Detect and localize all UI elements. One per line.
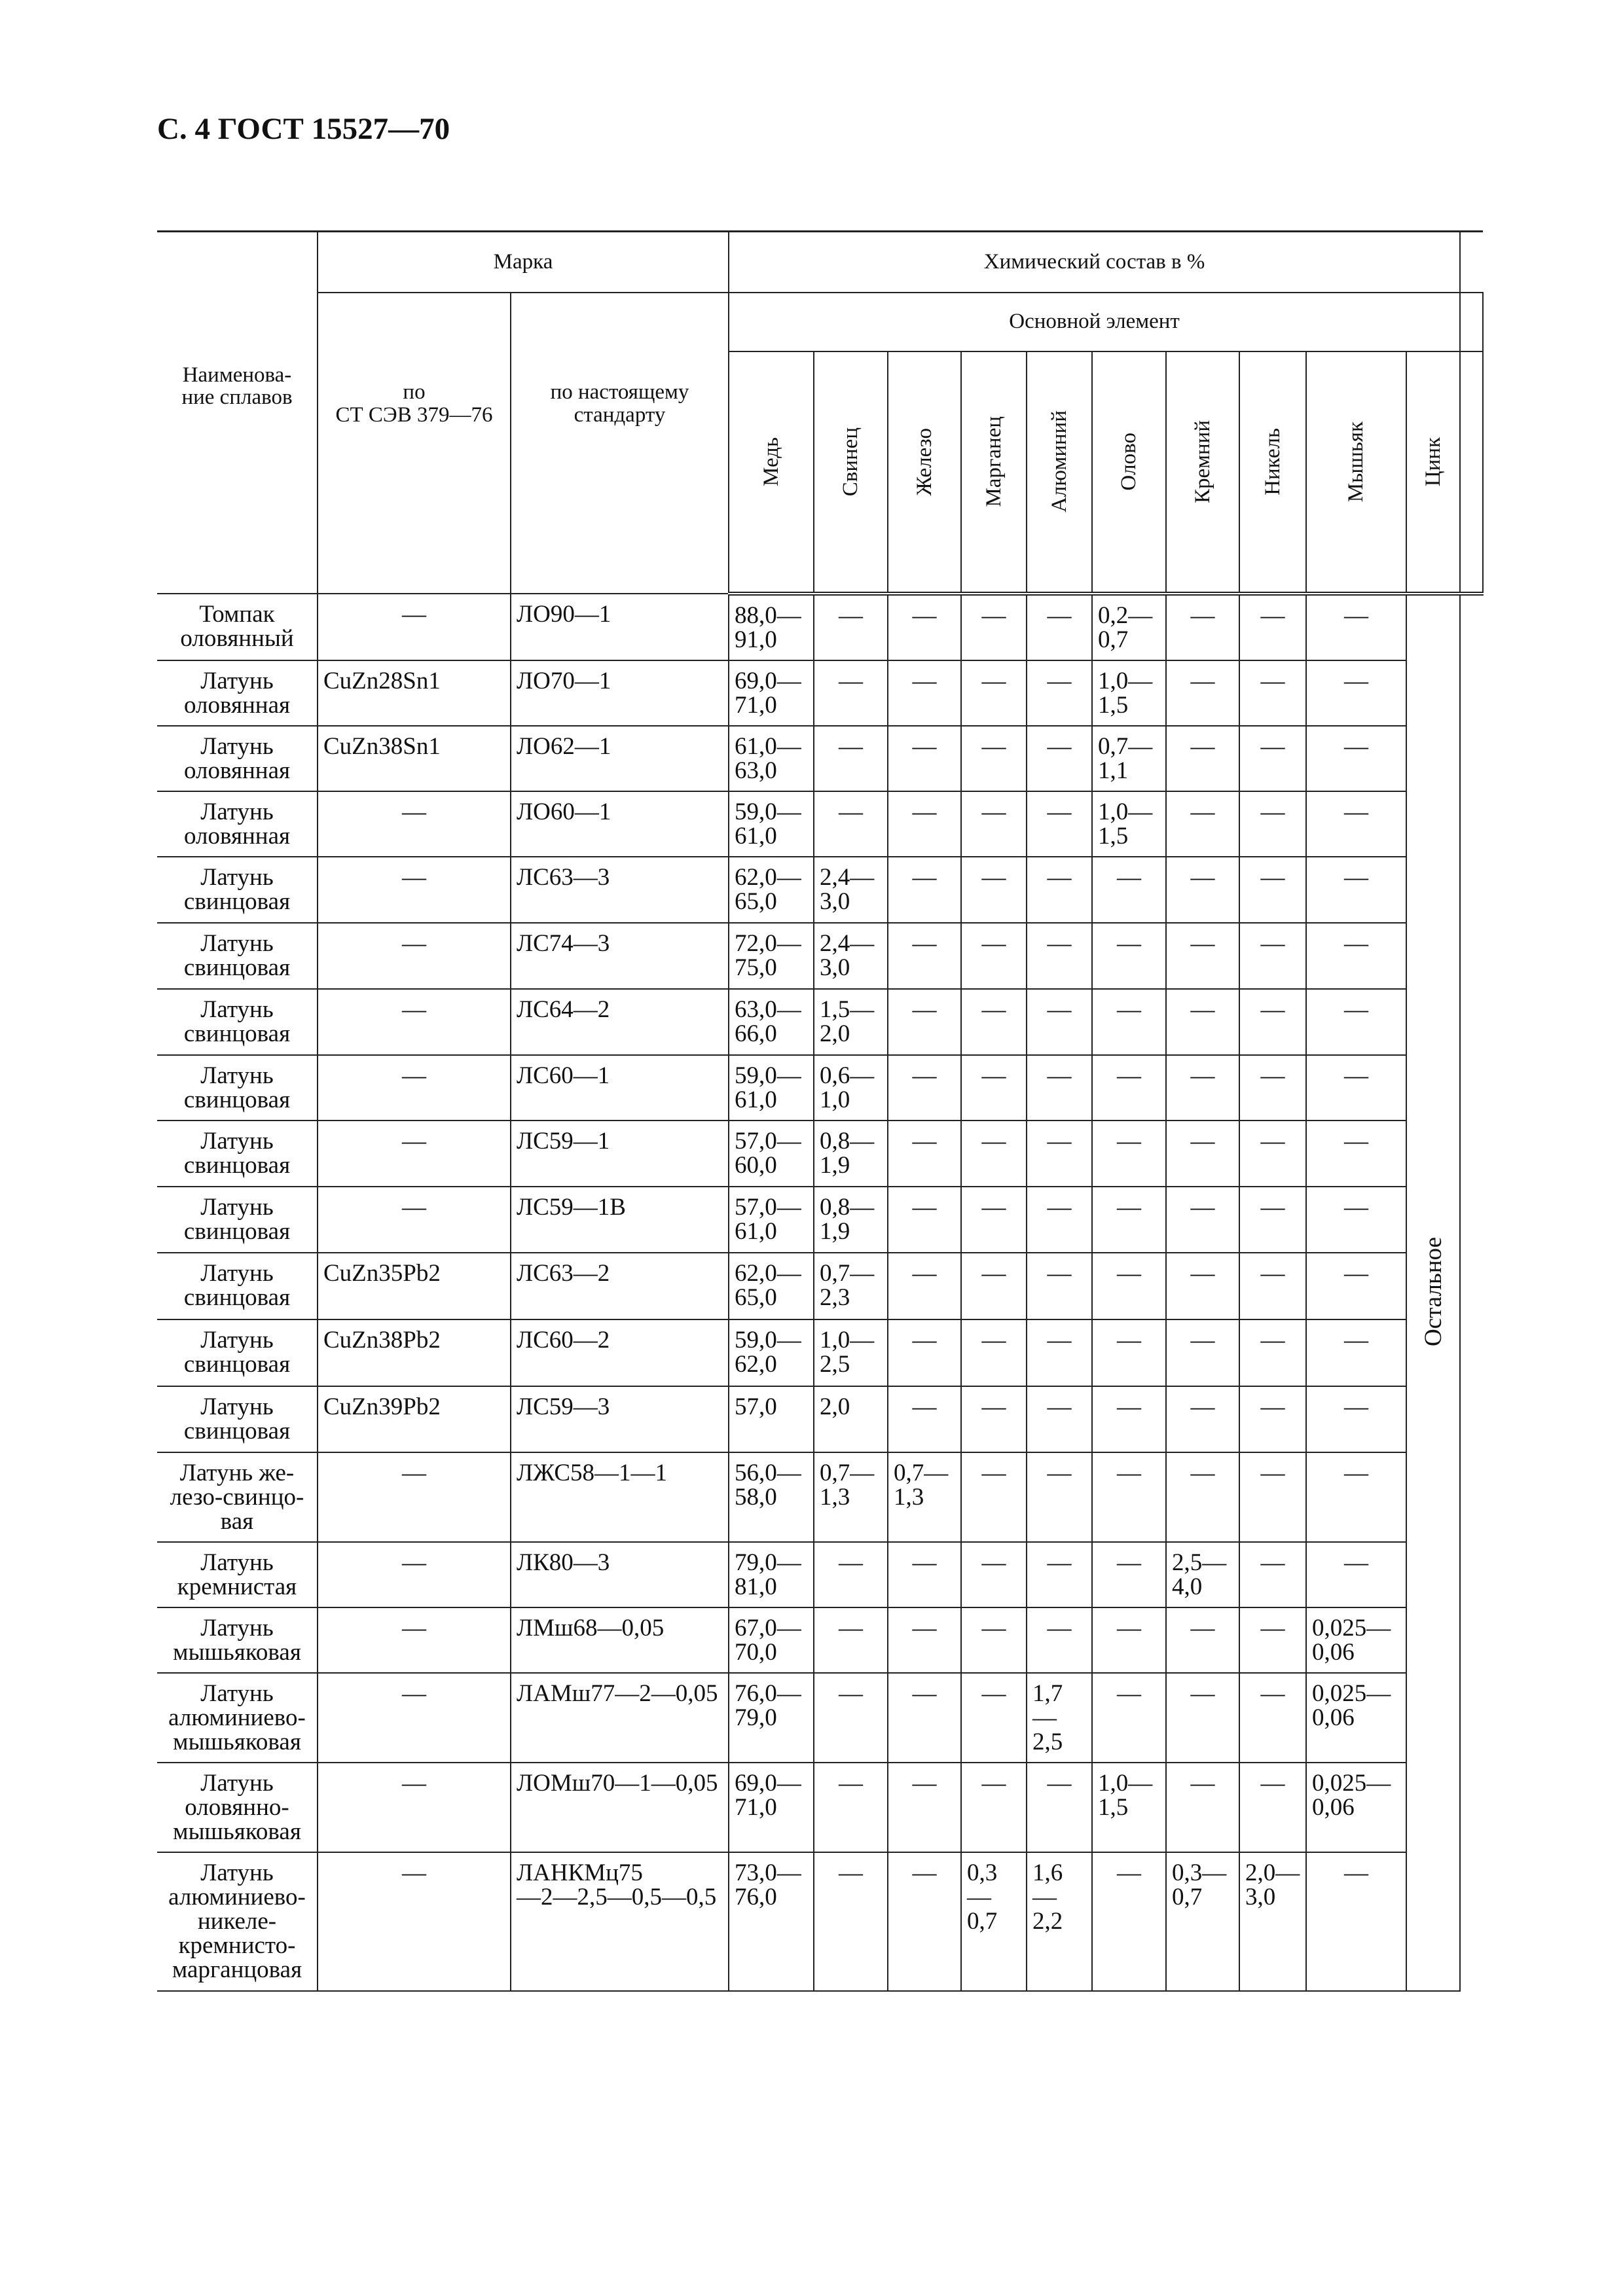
grade-cell: ЛО90—1 [511,594,729,660]
element-mn-cell: — [961,1452,1027,1542]
element-mn-cell: — [961,1542,1027,1607]
element-fe-cell: — [888,1763,961,1852]
element-sn-cell: — [1092,989,1166,1055]
element-mn-cell: — [961,1253,1027,1319]
grade-cell: ЛС59—3 [511,1386,729,1452]
element-fe-cell: — [888,726,961,791]
element-al-cell: — [1027,1763,1092,1852]
element-mn-cell: 0,3— 0,7 [961,1852,1027,1991]
element-sn-cell: — [1092,1121,1166,1187]
element-al-cell: — [1027,1319,1092,1386]
element-sn-cell: — [1092,1852,1166,1991]
right-margin-spacer [1460,594,1483,1991]
grade-cell: ЛО62—1 [511,726,729,791]
element-ni-cell: — [1239,857,1306,923]
element-pb-cell: — [814,726,888,791]
element-si-cell: — [1166,791,1239,857]
grade-cell: ЛС63—2 [511,1253,729,1319]
element-mn-cell: — [961,1121,1027,1187]
element-pb-cell: 0,7— 2,3 [814,1253,888,1319]
element-fe-cell: — [888,989,961,1055]
sev-mark-cell: CuZn28Sn1 [318,660,511,726]
element-pb-cell: 1,0— 2,5 [814,1319,888,1386]
element-as-cell: — [1306,857,1406,923]
element-ni-cell: — [1239,1319,1306,1386]
table-row [157,1673,1483,1763]
element-cu-cell: 59,0— 61,0 [729,791,814,857]
element-al-cell: — [1027,923,1092,989]
header-right-spacer-2 [1460,293,1483,351]
element-sn-cell: — [1092,1386,1166,1452]
element-fe-cell: — [888,1607,961,1673]
element-as-cell: — [1306,726,1406,791]
alloy-name-cell: Латунь свинцовая [157,1319,318,1386]
alloy-name-cell: Латунь свинцовая [157,923,318,989]
header-mark-std: по настоящему стандарту [511,293,729,594]
header-silicon: Кремний [1166,351,1239,594]
element-ni-cell: — [1239,726,1306,791]
element-mn-cell: — [961,1607,1027,1673]
header-aluminium: Алюминий [1027,351,1092,594]
table-row [157,1386,1483,1452]
sev-mark-cell: — [318,594,511,660]
element-as-cell: — [1306,1852,1406,1991]
header-nickel: Никель [1239,351,1306,594]
alloy-name-cell: Латунь оловянная [157,726,318,791]
element-fe-cell: 0,7— 1,3 [888,1452,961,1542]
element-cu-cell: 62,0— 65,0 [729,857,814,923]
element-mn-cell: — [961,857,1027,923]
element-al-cell: — [1027,660,1092,726]
header-iron: Железо [888,351,961,594]
element-sn-cell: — [1092,857,1166,923]
page-header: С. 4 ГОСТ 15527—70 [157,112,450,146]
element-si-cell: — [1166,1253,1239,1319]
header-arsenic: Мышьяк [1306,351,1406,594]
grade-cell: ЛЖС58—1—1 [511,1452,729,1542]
grade-cell: ЛМш68—0,05 [511,1607,729,1673]
alloy-name-cell: Латунь мышьяковая [157,1607,318,1673]
element-sn-cell: 1,0— 1,5 [1092,791,1166,857]
element-fe-cell: — [888,1319,961,1386]
header-alloy-name: Наименова- ние сплавов [157,232,318,594]
element-mn-cell: — [961,726,1027,791]
header-mark-sev: по СТ СЭВ 379—76 [318,293,511,594]
element-al-cell: — [1027,1187,1092,1253]
element-cu-cell: 59,0— 62,0 [729,1319,814,1386]
element-ni-cell: — [1239,1386,1306,1452]
element-al-cell: — [1027,1253,1092,1319]
element-fe-cell: — [888,1187,961,1253]
element-pb-cell: 0,6— 1,0 [814,1055,888,1121]
element-ni-cell: — [1239,1607,1306,1673]
element-pb-cell: — [814,1673,888,1763]
element-ni-cell: — [1239,1187,1306,1253]
element-as-cell: — [1306,1452,1406,1542]
element-pb-cell: 1,5— 2,0 [814,989,888,1055]
header-right-spacer [1460,232,1483,293]
element-ni-cell: — [1239,1673,1306,1763]
element-as-cell: — [1306,989,1406,1055]
element-as-cell: — [1306,791,1406,857]
alloy-name-cell: Латунь оловянная [157,791,318,857]
element-pb-cell: — [814,1763,888,1852]
grade-cell: ЛК80—3 [511,1542,729,1607]
zinc-remainder-cell [1406,594,1460,1991]
header-tin: Олово [1092,351,1166,594]
element-sn-cell: 1,0— 1,5 [1092,1763,1166,1852]
element-al-cell: 1,7— 2,5 [1027,1673,1092,1763]
sev-mark-cell: — [318,923,511,989]
element-si-cell: 2,5— 4,0 [1166,1542,1239,1607]
table-row [157,1852,1483,1991]
element-sn-cell: — [1092,1187,1166,1253]
element-cu-cell: 69,0— 71,0 [729,660,814,726]
table-row [157,857,1483,923]
grade-cell: ЛС60—1 [511,1055,729,1121]
element-cu-cell: 61,0— 63,0 [729,726,814,791]
element-mn-cell: — [961,1319,1027,1386]
element-sn-cell: — [1092,923,1166,989]
element-fe-cell: — [888,1852,961,1991]
element-mn-cell: — [961,594,1027,660]
sev-mark-cell: CuZn35Pb2 [318,1253,511,1319]
element-pb-cell: — [814,660,888,726]
element-si-cell: — [1166,1607,1239,1673]
element-pb-cell: 2,0 [814,1386,888,1452]
element-ni-cell: — [1239,1253,1306,1319]
element-mn-cell: — [961,989,1027,1055]
alloy-name-cell: Латунь оловянная [157,660,318,726]
grade-cell: ЛО70—1 [511,660,729,726]
element-mn-cell: — [961,660,1027,726]
element-ni-cell: — [1239,594,1306,660]
sev-mark-cell: — [318,1673,511,1763]
element-al-cell: — [1027,857,1092,923]
sev-mark-cell: — [318,1121,511,1187]
element-al-cell: — [1027,791,1092,857]
element-mn-cell: — [961,1055,1027,1121]
element-fe-cell: — [888,1542,961,1607]
table-row [157,1319,1483,1386]
sev-mark-cell: CuZn38Sn1 [318,726,511,791]
alloy-name-cell: Латунь оловянно- мышьяковая [157,1763,318,1852]
element-pb-cell: — [814,594,888,660]
element-sn-cell: — [1092,1542,1166,1607]
element-pb-cell: 0,8— 1,9 [814,1121,888,1187]
header-copper: Медь [729,351,814,594]
alloy-name-cell: Латунь кремнистая [157,1542,318,1607]
sev-mark-cell: — [318,1542,511,1607]
alloy-name-cell: Латунь свинцовая [157,989,318,1055]
table-row [157,594,1483,660]
element-si-cell: — [1166,1386,1239,1452]
element-cu-cell: 57,0 [729,1386,814,1452]
element-fe-cell: — [888,1386,961,1452]
sev-mark-cell: — [318,791,511,857]
element-sn-cell: 1,0— 1,5 [1092,660,1166,726]
element-pb-cell: — [814,1852,888,1991]
header-right-spacer-3 [1460,351,1483,594]
element-ni-cell: — [1239,791,1306,857]
element-ni-cell: — [1239,1763,1306,1852]
element-si-cell: 0,3— 0,7 [1166,1852,1239,1991]
element-si-cell: — [1166,857,1239,923]
element-si-cell: — [1166,1673,1239,1763]
element-fe-cell: — [888,1055,961,1121]
sev-mark-cell: — [318,989,511,1055]
table-row [157,989,1483,1055]
element-al-cell: — [1027,1607,1092,1673]
element-fe-cell: — [888,1673,961,1763]
element-cu-cell: 56,0— 58,0 [729,1452,814,1542]
element-fe-cell: — [888,857,961,923]
element-cu-cell: 57,0— 61,0 [729,1187,814,1253]
table-row [157,1452,1483,1542]
table-row [157,1253,1483,1319]
element-mn-cell: — [961,923,1027,989]
grade-cell: ЛС64—2 [511,989,729,1055]
composition-table [157,230,1484,1992]
element-cu-cell: 79,0— 81,0 [729,1542,814,1607]
element-si-cell: — [1166,1187,1239,1253]
element-mn-cell: — [961,1187,1027,1253]
alloy-name-cell: Латунь свинцовая [157,857,318,923]
sev-mark-cell: — [318,1852,511,1991]
element-fe-cell: — [888,923,961,989]
alloy-name-cell: Томпак оловянный [157,594,318,660]
element-fe-cell: — [888,1121,961,1187]
element-cu-cell: 59,0— 61,0 [729,1055,814,1121]
element-pb-cell: 2,4— 3,0 [814,857,888,923]
sev-mark-cell: — [318,1452,511,1542]
element-cu-cell: 76,0— 79,0 [729,1673,814,1763]
element-cu-cell: 63,0— 66,0 [729,989,814,1055]
element-sn-cell: — [1092,1055,1166,1121]
element-al-cell: — [1027,1452,1092,1542]
element-sn-cell: — [1092,1607,1166,1673]
element-ni-cell: — [1239,1452,1306,1542]
alloy-name-cell: Латунь свинцовая [157,1386,318,1452]
element-si-cell: — [1166,726,1239,791]
header-manganese: Марганец [961,351,1027,594]
element-sn-cell: — [1092,1452,1166,1542]
element-si-cell: — [1166,989,1239,1055]
grade-cell: ЛАМш77—2—0,05 [511,1673,729,1763]
table-row [157,660,1483,726]
element-cu-cell: 67,0— 70,0 [729,1607,814,1673]
sev-mark-cell: — [318,857,511,923]
element-cu-cell: 88,0— 91,0 [729,594,814,660]
element-cu-cell: 73,0— 76,0 [729,1852,814,1991]
header-lead: Свинец [814,351,888,594]
table-row [157,791,1483,857]
element-al-cell: — [1027,1542,1092,1607]
element-cu-cell: 69,0— 71,0 [729,1763,814,1852]
element-as-cell: — [1306,1055,1406,1121]
element-al-cell: — [1027,1386,1092,1452]
grade-cell: ЛС74—3 [511,923,729,989]
element-al-cell: — [1027,1121,1092,1187]
element-fe-cell: — [888,660,961,726]
element-mn-cell: — [961,1673,1027,1763]
element-as-cell: 0,025— 0,06 [1306,1607,1406,1673]
element-as-cell: — [1306,1542,1406,1607]
header-composition: Химический состав в % [729,232,1460,293]
element-si-cell: — [1166,1121,1239,1187]
element-ni-cell: — [1239,923,1306,989]
element-as-cell: — [1306,1187,1406,1253]
element-ni-cell: — [1239,1121,1306,1187]
alloy-name-cell: Латунь же- лезо-свинцо- вая [157,1452,318,1542]
element-al-cell: — [1027,1055,1092,1121]
element-ni-cell: — [1239,1542,1306,1607]
element-si-cell: — [1166,1055,1239,1121]
grade-cell: ЛАНКМц75 —2—2,5—0,5—0,5 [511,1852,729,1991]
element-si-cell: — [1166,1452,1239,1542]
header-main-element: Основной элемент [729,293,1460,351]
element-ni-cell: 2,0— 3,0 [1239,1852,1306,1991]
sev-mark-cell: CuZn39Pb2 [318,1386,511,1452]
grade-cell: ЛС60—2 [511,1319,729,1386]
table-row [157,1187,1483,1253]
element-as-cell: — [1306,1319,1406,1386]
element-pb-cell: — [814,791,888,857]
alloy-name-cell: Латунь свинцовая [157,1055,318,1121]
table-row [157,1121,1483,1187]
sev-mark-cell: — [318,1055,511,1121]
zinc-remainder-text: Остальное [1419,1236,1447,1347]
element-sn-cell: — [1092,1673,1166,1763]
element-as-cell: — [1306,923,1406,989]
alloy-name-cell: Латунь алюминиево- мышьяковая [157,1673,318,1763]
alloy-name-cell: Латунь свинцовая [157,1187,318,1253]
table-row [157,1763,1483,1852]
sev-mark-cell: — [318,1607,511,1673]
element-as-cell: — [1306,1253,1406,1319]
table-row [157,1607,1483,1673]
element-fe-cell: — [888,1253,961,1319]
element-pb-cell: 0,8— 1,9 [814,1187,888,1253]
element-as-cell: 0,025— 0,06 [1306,1763,1406,1852]
element-as-cell: — [1306,1386,1406,1452]
table-row [157,1055,1483,1121]
element-ni-cell: — [1239,1055,1306,1121]
element-al-cell: — [1027,726,1092,791]
element-sn-cell: 0,7— 1,1 [1092,726,1166,791]
sev-mark-cell: CuZn38Pb2 [318,1319,511,1386]
grade-cell: ЛОМш70—1—0,05 [511,1763,729,1852]
element-al-cell: — [1027,989,1092,1055]
element-fe-cell: — [888,594,961,660]
element-si-cell: — [1166,1763,1239,1852]
element-si-cell: — [1166,594,1239,660]
alloy-name-cell: Латунь свинцовая [157,1121,318,1187]
element-mn-cell: — [961,1763,1027,1852]
element-pb-cell: — [814,1542,888,1607]
grade-cell: ЛО60—1 [511,791,729,857]
element-as-cell: 0,025— 0,06 [1306,1673,1406,1763]
header-zinc: Цинк [1406,351,1460,594]
element-sn-cell: — [1092,1319,1166,1386]
element-pb-cell: 2,4— 3,0 [814,923,888,989]
alloy-name-cell: Латунь свинцовая [157,1253,318,1319]
element-sn-cell: 0,2— 0,7 [1092,594,1166,660]
element-pb-cell: — [814,1607,888,1673]
element-cu-cell: 57,0— 60,0 [729,1121,814,1187]
element-si-cell: — [1166,660,1239,726]
header-mark: Марка [318,232,729,293]
grade-cell: ЛС59—1В [511,1187,729,1253]
element-ni-cell: — [1239,989,1306,1055]
element-mn-cell: — [961,1386,1027,1452]
element-as-cell: — [1306,1121,1406,1187]
element-al-cell: — [1027,594,1092,660]
element-si-cell: — [1166,1319,1239,1386]
element-si-cell: — [1166,923,1239,989]
element-al-cell: 1,6— 2,2 [1027,1852,1092,1991]
alloy-name-cell: Латунь алюминиево- никеле- кремнисто- марганцовая [157,1852,318,1991]
element-mn-cell: — [961,791,1027,857]
sev-mark-cell: — [318,1187,511,1253]
element-pb-cell: 0,7— 1,3 [814,1452,888,1542]
sev-mark-cell: — [318,1763,511,1852]
element-as-cell: — [1306,660,1406,726]
table-row [157,1542,1483,1607]
element-ni-cell: — [1239,660,1306,726]
table-row [157,923,1483,989]
element-sn-cell: — [1092,1253,1166,1319]
grade-cell: ЛС63—3 [511,857,729,923]
element-fe-cell: — [888,791,961,857]
element-cu-cell: 72,0— 75,0 [729,923,814,989]
table-row [157,726,1483,791]
grade-cell: ЛС59—1 [511,1121,729,1187]
element-cu-cell: 62,0— 65,0 [729,1253,814,1319]
element-as-cell: — [1306,594,1406,660]
